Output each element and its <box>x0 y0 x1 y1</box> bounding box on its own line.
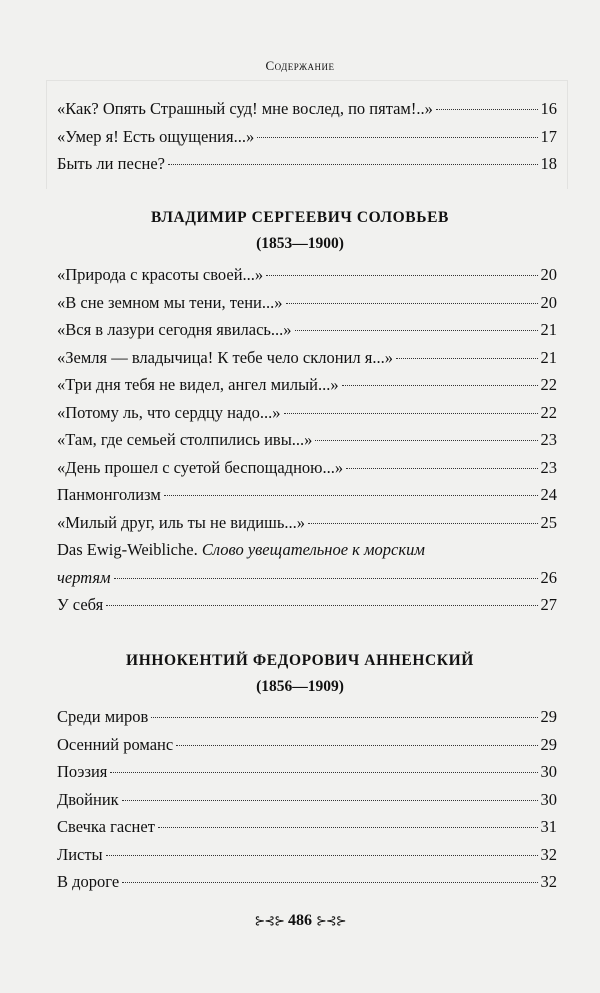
toc-entry: «В сне земном мы тени, тени...» 20 <box>57 292 557 312</box>
author-heading-annensky: ИННОКЕНТИЙ ФЕДОРОВИЧ АННЕНСКИЙ <box>126 652 474 669</box>
toc-entry: Среди миров 29 <box>57 707 557 726</box>
toc-entry: «Как? Опять Страшный суд! мне вослед, по пятам!..» 16 <box>57 99 557 118</box>
toc-entry: «Умер я! Есть ощущения...» 17 <box>57 126 557 146</box>
toc-entry: «Вся в лазури сегодня явилась...» 21 <box>57 320 557 339</box>
toc-entry: «Природа с красоты своей...» 20 <box>57 265 557 284</box>
toc-entry: «Милый друг, иль ты не видишь...» 25 <box>57 512 557 532</box>
ornament-left-icon: ⊱⊰⊱ <box>254 913 284 928</box>
toc-entry: Осенний романс 29 <box>57 734 557 754</box>
toc-entry: Поэзия 30 <box>57 762 557 781</box>
toc-entry: «День прошел с суетой беспощадною...» 23 <box>57 457 557 477</box>
toc-entry: «Там, где семьей столпились ивы...» 23 <box>57 430 557 449</box>
author-years-annensky: (1856—1909) <box>256 678 344 695</box>
toc-section-annensky <box>57 703 557 896</box>
toc-entry: В дороге 32 <box>57 872 557 891</box>
toc-entry: Панмонголизм 24 <box>57 485 557 504</box>
toc-entry: «Потому ль, что сердцу надо...» 22 <box>57 402 557 422</box>
running-head: Содержание <box>265 58 335 73</box>
toc-entry: У себя 27 <box>57 595 557 614</box>
author-years-solovyov: (1853—1900) <box>256 235 344 252</box>
page-number: ⊱⊰⊱ 486 ⊱⊰⊱ <box>254 912 346 929</box>
toc-entry: Листы 32 <box>57 844 557 864</box>
toc-entry: «Земля — владычица! К тебе чело склонил я...» 21 <box>57 347 557 367</box>
author-heading-solovyov: ВЛАДИМИР СЕРГЕЕВИЧ СОЛОВЬЕВ <box>151 209 449 226</box>
toc-entry: «Три дня тебя не видел, ангел милый...» 22 <box>57 375 557 394</box>
ornament-right-icon: ⊱⊰⊱ <box>316 913 346 928</box>
toc-entry: Двойник 30 <box>57 789 557 809</box>
toc-section-solovyov <box>57 261 557 619</box>
toc-entry-two-line: Das Ewig-Weibliche. Слово увещательное к морским чертям 26 <box>57 540 557 587</box>
toc-section-continued <box>57 95 557 178</box>
toc-entry: Быть ли песне? 18 <box>57 154 557 173</box>
toc-entry: Свечка гаснет 31 <box>57 817 557 836</box>
